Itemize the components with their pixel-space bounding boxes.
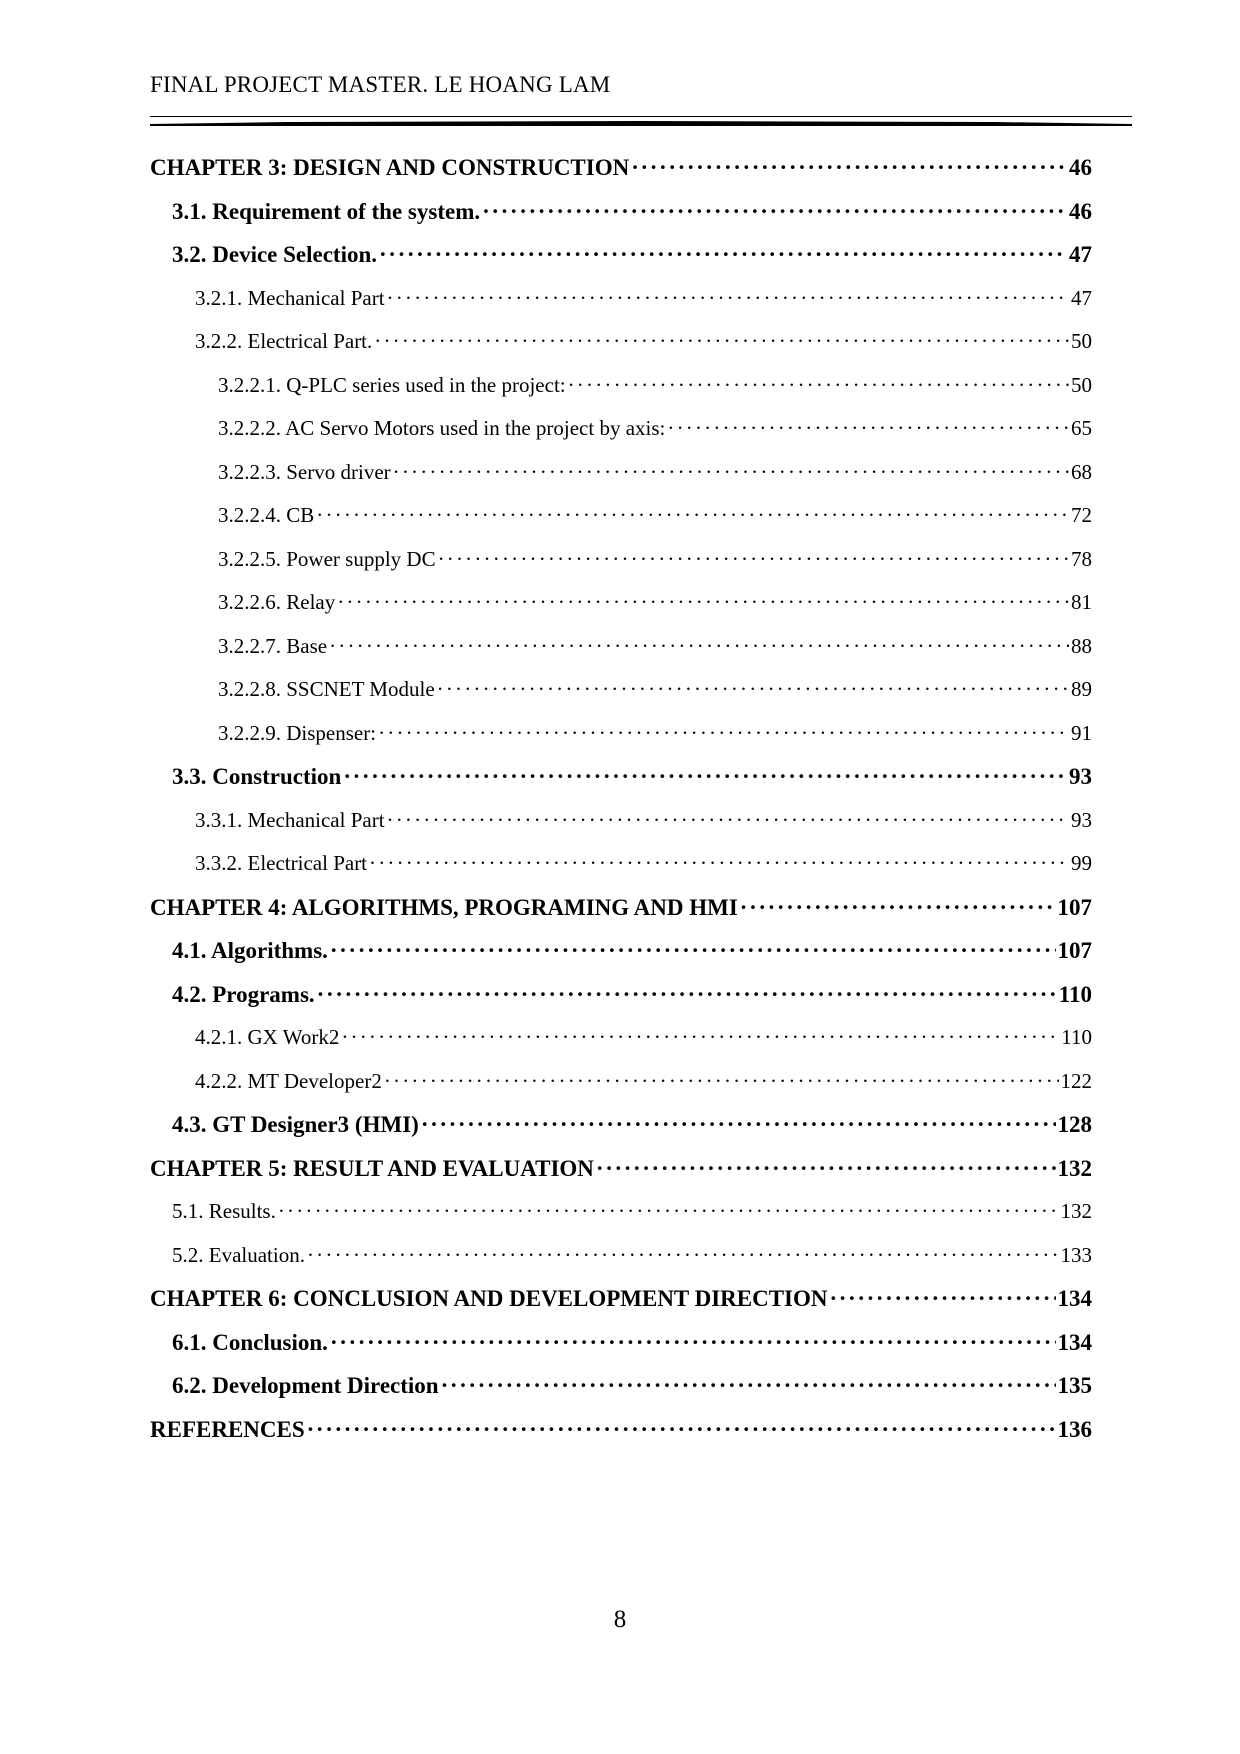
toc-entry[interactable] (150, 494, 1092, 538)
dot-leader (316, 494, 1069, 538)
toc-entry[interactable] (150, 1016, 1092, 1060)
toc-entry-title: 3.2.2. Electrical Part. (195, 329, 373, 353)
toc-entry[interactable] (150, 146, 1092, 190)
toc-entry-title: CHAPTER 4: ALGORITHMS, PROGRAMING AND HMI (150, 894, 738, 920)
toc-entry-title: 4.2.2. MT Developer2 (195, 1068, 382, 1093)
toc-entry[interactable] (150, 799, 1092, 843)
dot-leader (379, 233, 1067, 277)
toc-entry[interactable] (150, 233, 1092, 277)
toc-entry-title: 3.1. Requirement of the system. (172, 198, 481, 224)
toc-entry[interactable] (150, 190, 1092, 234)
toc-entry[interactable] (150, 1321, 1092, 1365)
toc-entry-page: 132 (1060, 1199, 1092, 1223)
toc-entry[interactable] (150, 364, 1092, 408)
toc-entry-page: 89 (1071, 677, 1092, 701)
toc-entry[interactable] (150, 886, 1092, 930)
toc-entry-title: CHAPTER 6: CONCLUSION AND DEVELOPMENT DIRECTION (150, 1286, 828, 1311)
toc-entry[interactable] (150, 451, 1092, 495)
dot-leader (330, 1321, 1056, 1365)
toc-entry[interactable] (150, 1277, 1092, 1321)
dot-leader (421, 1103, 1056, 1147)
toc-entry-title: 3.2.2.5. Power supply DC (218, 546, 436, 571)
dot-leader (374, 320, 1069, 364)
toc-entry-page: 93 (1069, 764, 1092, 789)
toc-entry-title: 3.3. Construction (172, 764, 342, 789)
dot-leader (307, 1234, 1059, 1278)
toc-entry-page: 134 (1057, 1329, 1092, 1355)
dot-leader (378, 712, 1069, 756)
toc-entry-page: 65 (1071, 416, 1092, 440)
toc-entry-title: 3.2.2.9. Dispenser: (218, 720, 377, 745)
toc-entry-title: 3.2.2.7. Base (218, 633, 328, 658)
toc-entry-page: 128 (1057, 1112, 1092, 1137)
dot-leader (568, 364, 1069, 408)
dot-leader (369, 842, 1069, 886)
dot-leader (482, 190, 1067, 234)
toc-entry[interactable] (150, 538, 1092, 582)
toc-entry-page: 134 (1057, 1286, 1092, 1311)
dot-leader (341, 1016, 1059, 1060)
toc-entry-title: 3.2.1. Mechanical Part (195, 285, 385, 310)
toc-entry-page: 47 (1069, 242, 1092, 267)
toc-entry-page: 110 (1058, 981, 1092, 1007)
toc-entry-page: 99 (1071, 851, 1092, 875)
toc-entry[interactable] (150, 320, 1092, 364)
header-rule-thick (150, 121, 1132, 126)
toc-entry[interactable] (150, 581, 1092, 625)
page-number: 8 (613, 1606, 627, 1633)
toc-entry[interactable] (150, 1060, 1092, 1104)
toc-entry-page: 72 (1071, 503, 1092, 527)
dot-leader (337, 581, 1069, 625)
dot-leader (667, 407, 1069, 451)
toc-entry-title: CHAPTER 3: DESIGN AND CONSTRUCTION (150, 155, 630, 180)
toc-entry-title: 6.2. Development Direction (172, 1373, 439, 1398)
dot-leader (317, 973, 1057, 1017)
dot-leader (441, 1364, 1056, 1408)
table-of-contents (150, 146, 1092, 1451)
toc-entry[interactable] (150, 1190, 1092, 1234)
toc-entry[interactable] (150, 929, 1092, 973)
toc-entry-title: CHAPTER 5: RESULT AND EVALUATION (150, 1155, 594, 1181)
toc-entry-page: 133 (1060, 1242, 1092, 1267)
dot-leader (393, 451, 1069, 495)
toc-entry-title: 3.3.1. Mechanical Part (195, 807, 385, 832)
dot-leader (329, 625, 1069, 669)
toc-entry-page: 50 (1071, 372, 1092, 397)
toc-entry-title: 3.2.2.4. CB (218, 503, 315, 527)
dot-leader (437, 668, 1069, 712)
toc-entry-title: 4.2.1. GX Work2 (195, 1025, 340, 1049)
toc-entry[interactable] (150, 1408, 1092, 1452)
toc-entry[interactable] (150, 1364, 1092, 1408)
toc-entry-page: 122 (1060, 1068, 1092, 1093)
dot-leader (438, 538, 1069, 582)
toc-entry-title: 4.2. Programs. (172, 981, 315, 1007)
dot-leader (387, 277, 1069, 321)
toc-entry-title: 6.1. Conclusion. (172, 1329, 328, 1355)
toc-entry[interactable] (150, 625, 1092, 669)
toc-entry[interactable] (150, 277, 1092, 321)
toc-entry[interactable] (150, 407, 1092, 451)
toc-entry-title: 4.1. Algorithms. (172, 938, 328, 963)
dot-leader (307, 1408, 1056, 1452)
dot-leader (278, 1190, 1059, 1234)
dot-leader (631, 146, 1067, 190)
dot-leader (596, 1147, 1056, 1191)
toc-entry-page: 107 (1057, 894, 1092, 920)
toc-entry[interactable] (150, 712, 1092, 756)
toc-entry-page: 81 (1071, 590, 1092, 614)
dot-leader (384, 1060, 1059, 1104)
toc-entry-title: 3.3.2. Electrical Part (195, 851, 368, 875)
running-header: FINAL PROJECT MASTER. LE HOANG LAM (150, 72, 611, 97)
toc-entry[interactable] (150, 973, 1092, 1017)
toc-entry[interactable] (150, 1234, 1092, 1278)
toc-entry-page: 107 (1057, 938, 1092, 963)
toc-entry-title: 3.2.2.8. SSCNET Module (218, 677, 435, 701)
toc-entry-page: 88 (1071, 633, 1092, 658)
toc-entry-page: 46 (1069, 198, 1092, 224)
toc-entry-title: 3.2.2.1. Q-PLC series used in the project: (218, 372, 566, 397)
toc-entry-title: 5.2. Evaluation. (172, 1242, 305, 1267)
toc-entry-page: 68 (1071, 459, 1092, 484)
toc-entry[interactable] (150, 1147, 1092, 1191)
toc-entry[interactable] (150, 842, 1092, 886)
toc-entry-title: 5.1. Results. (172, 1199, 276, 1223)
toc-entry-page: 50 (1071, 329, 1092, 353)
toc-entry[interactable] (150, 1103, 1092, 1147)
dot-leader (330, 929, 1056, 973)
toc-entry-title: REFERENCES (150, 1416, 305, 1442)
toc-entry[interactable] (150, 755, 1092, 799)
dot-leader (343, 755, 1067, 799)
toc-entry-title: 3.2.2.3. Servo driver (218, 459, 391, 484)
toc-entry-page: 135 (1057, 1373, 1092, 1398)
toc-entry-page: 46 (1069, 155, 1092, 180)
dot-leader (830, 1277, 1056, 1321)
toc-entry-page: 93 (1071, 807, 1092, 832)
toc-entry-page: 110 (1061, 1025, 1092, 1049)
dot-leader (740, 886, 1056, 930)
toc-entry[interactable] (150, 668, 1092, 712)
toc-entry-title: 3.2.2.2. AC Servo Motors used in the project by axis: (218, 416, 666, 440)
toc-entry-page: 47 (1071, 285, 1092, 310)
toc-entry-title: 4.3. GT Designer3 (HMI) (172, 1112, 419, 1137)
header-rule-thin (150, 116, 1132, 117)
toc-entry-title: 3.2. Device Selection. (172, 242, 378, 267)
toc-entry-page: 91 (1071, 720, 1092, 745)
toc-entry-page: 132 (1057, 1155, 1092, 1181)
toc-entry-page: 78 (1071, 546, 1092, 571)
dot-leader (387, 799, 1069, 843)
toc-entry-page: 136 (1057, 1416, 1092, 1442)
toc-entry-title: 3.2.2.6. Relay (218, 590, 336, 614)
